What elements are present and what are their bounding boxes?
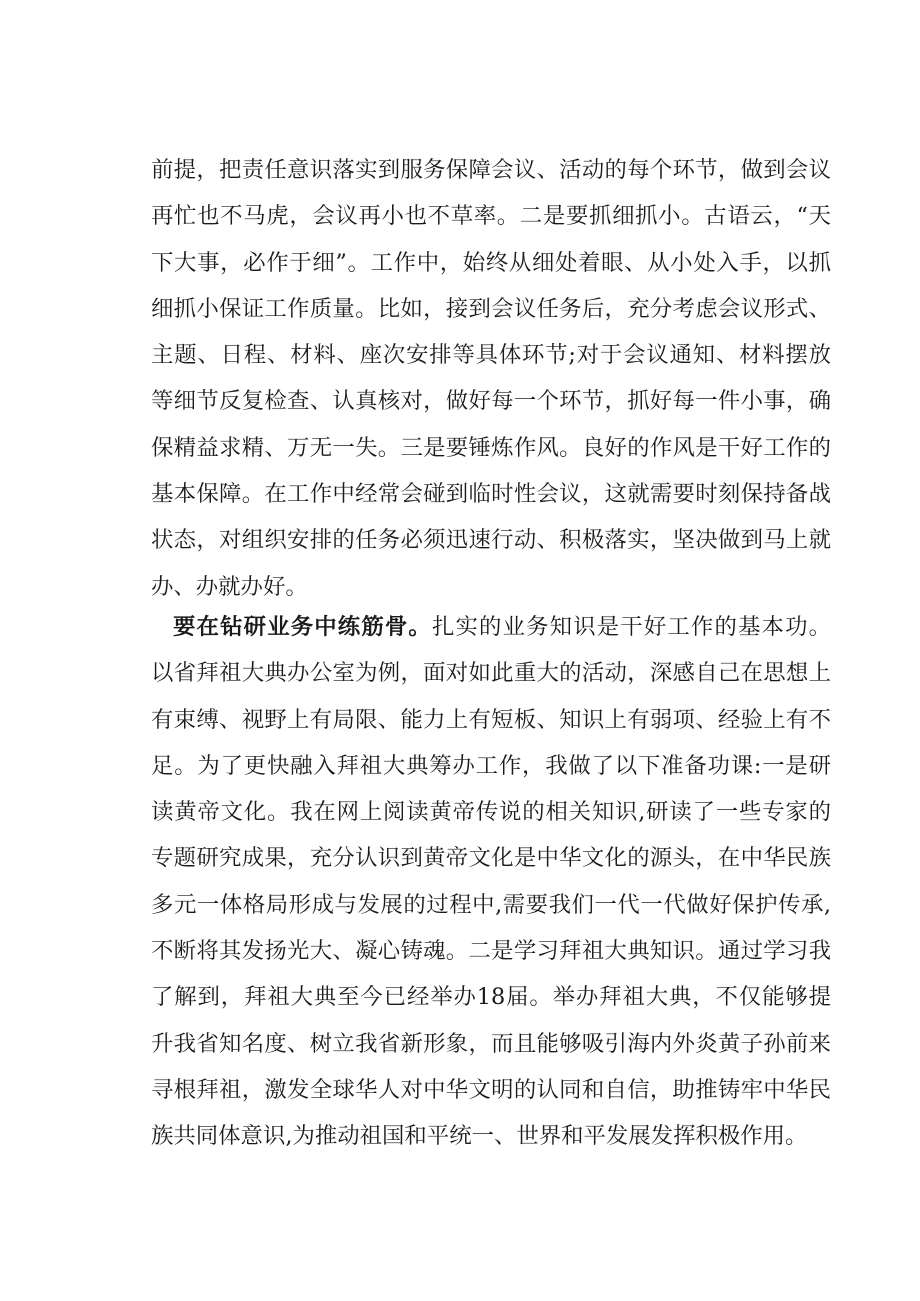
paragraph-line: 多元一体格局形成与发展的过程中,需要我们一代一代做好保护传承,	[151, 891, 831, 918]
paragraph-line: 不断将其发扬光大、凝心铸魂。二是学习拜祖大典知识。通过学习我	[151, 938, 831, 965]
paragraph-line: 下大事，必作于细”。工作中，始终从细处着眼、从小处入手，以抓	[151, 249, 831, 276]
paragraph-line: 状态，对组织安排的任务必须迅速行动、积极落实，坚决做到马上就	[151, 527, 831, 554]
paragraph-line: 寻根拜祖，激发全球华人对中华文明的认同和自信，助推铸牢中华民	[151, 1076, 831, 1103]
paragraph-line: 读黄帝文化。我在网上阅读黄帝传说的相关知识,研读了一些专家的	[151, 799, 831, 826]
paragraph-line: 基本保障。在工作中经常会碰到临时性会议，这就需要时刻保持备战	[151, 481, 831, 508]
paragraph-line: 主题、日程、材料、座次安排等具体环节;对于会议通知、材料摆放	[151, 342, 831, 369]
paragraph-line: 升我省知名度、树立我省新形象，而且能够吸引海内外炎黄子孙前来	[151, 1030, 831, 1057]
paragraph-first-line	[151, 604, 831, 650]
paragraph-first-line-text: 扎实的业务知识是干好工作的基本功。	[431, 614, 832, 640]
paragraph-line: 了解到，拜祖大典至今已经举办18届。举办拜祖大典，不仅能够提	[151, 984, 831, 1011]
paragraph-line: 足。为了更快融入拜祖大典筹办工作，我做了以下准备功课:一是研	[151, 752, 831, 779]
paragraph-line: 办、办就办好。	[151, 573, 308, 600]
paragraph-2	[151, 604, 831, 1160]
paragraph-line: 前提，把责任意识落实到服务保障会议、活动的每个环节，做到会议	[151, 157, 831, 183]
paragraph-line: 保精益求精、万无一失。三是要锤炼作风。良好的作风是干好工作的	[151, 434, 831, 461]
paragraph-line: 再忙也不马虎，会议再小也不草率。二是要抓细抓小。古语云，“天	[151, 203, 831, 230]
paragraph-line: 细抓小保证工作质量。比如，接到会议任务后，充分考虑会议形式、	[151, 295, 831, 322]
paragraph-line: 等细节反复检查、认真核对，做好每一个环节，抓好每一件小事，确	[151, 388, 831, 415]
section-heading: 要在钻研业务中练筋骨。	[173, 614, 432, 640]
paragraph-line: 以省拜祖大典办公室为例，面对如此重大的活动，深感自己在思想上	[151, 660, 831, 687]
paragraph-line: 族共同体意识,为推动祖国和平统一、世界和平发展发挥积极作用。	[151, 1123, 808, 1150]
paragraph-line: 专题研究成果，充分认识到黄帝文化是中华文化的源头，在中华民族	[151, 845, 831, 872]
paragraph-1	[151, 147, 831, 610]
paragraph-line: 有束缚、视野上有局限、能力上有短板、知识上有弱项、经验上有不	[151, 706, 831, 733]
